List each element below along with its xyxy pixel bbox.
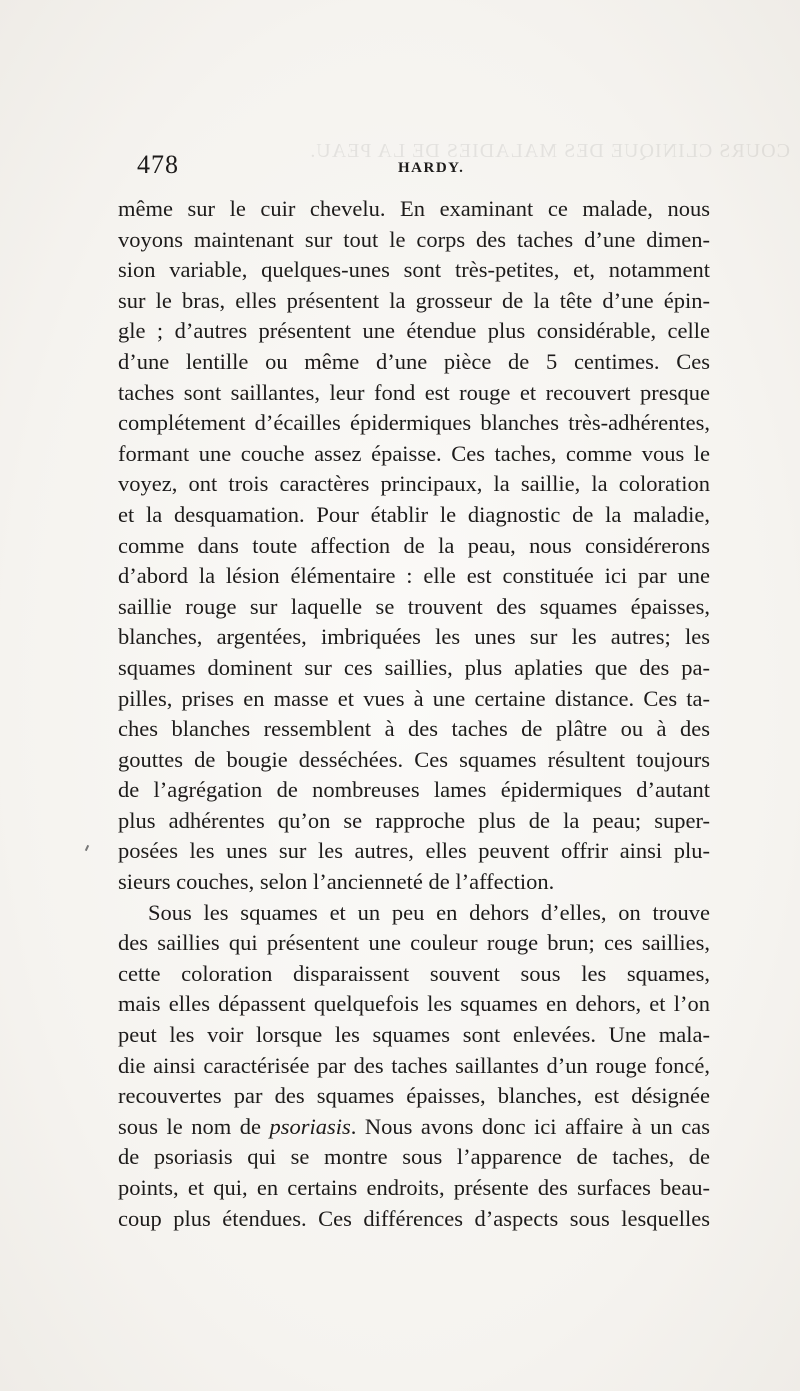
text-line: d’une lentille ou même d’une pièce de 5 centimes. Ces — [118, 348, 710, 374]
page-header — [137, 150, 700, 184]
text-line: die ainsi caractérisée par des taches saillantes d’un rouge foncé, — [118, 1052, 710, 1078]
text-line: gle ; d’autres présentent une étendue plus considérable, celle — [118, 318, 710, 344]
text-line: sur le bras, elles présentent la grosseur de la tête d’une épin- — [118, 287, 710, 313]
text-line: points, et qui, en certains endroits, présente des surfaces beau- — [118, 1175, 710, 1200]
text-line: gouttes de bougie desséchées. Ces squames résultent toujours — [118, 746, 710, 772]
text-line: complétement d’écailles épidermiques blanches très-adhérentes, — [118, 410, 710, 436]
text-line: de l’agrégation de nombreuses lames épidermiques d’autant — [118, 777, 710, 803]
text-line: squames dominent sur ces saillies, plus aplaties que des pa- — [118, 654, 710, 680]
text-line: d’abord la lésion élémentaire : elle est constituée ici par une — [118, 563, 710, 589]
text-line: saillie rouge sur laquelle se trouvent des squames épaisses, — [118, 593, 710, 619]
text-line: formant une couche assez épaisse. Ces taches, comme vous le — [118, 440, 710, 466]
text-line: ches blanches ressemblent à des taches de plâtre ou à des — [118, 716, 710, 742]
text-line: sion variable, quelques-unes sont très-petites, et, notamment — [118, 257, 710, 283]
text-line: taches sont saillantes, leur fond est rouge et recouvert presque — [118, 379, 710, 405]
text-line: même sur le cuir chevelu. En examinant ce malade, nous — [118, 196, 710, 221]
bleed-through-text: COURS CLINIQUE DES MALADIES DE LA PEAU. — [309, 140, 790, 162]
text-line: posées les unes sur les autres, elles peuvent offrir ainsi plu- — [118, 838, 710, 864]
text-line: peut les voir lorsque les squames sont enlevées. Une mala- — [118, 1022, 710, 1048]
text-line: coup plus étendues. Ces différences d’aspects sous lesquelles — [118, 1205, 710, 1231]
text-line: comme dans toute affection de la peau, nous considérerons — [118, 532, 710, 558]
text-line: mais elles dépassent quelquefois les squames en dehors, et l’on — [118, 991, 710, 1017]
text-line: des saillies qui présentent une couleur rouge brun; ces saillies, — [118, 930, 710, 956]
text-line: Sous les squames et un peu en dehors d’elles, on trouve — [148, 899, 710, 925]
margin-mark — [85, 845, 89, 851]
text-line: blanches, argentées, imbriquées les unes sur les autres; les — [118, 624, 710, 650]
text-line-with-term — [118, 1112, 710, 1143]
text-line: sieurs couches, selon l’ancienneté de l’affection. — [118, 869, 555, 895]
text-fragment: . Nous avons donc ici affaire à un cas — [350, 1113, 710, 1139]
text-line: et la desquamation. Pour établir le diagnostic de la maladie, — [118, 501, 710, 527]
text-line: pilles, prises en masse et vues à une certaine distance. Ces ta- — [118, 685, 710, 711]
body-text — [118, 194, 710, 1234]
text-line: voyons maintenant sur tout le corps des taches d’une dimen- — [118, 226, 710, 252]
text-line: recouvertes par des squames épaisses, blanches, est désignée — [118, 1083, 710, 1109]
term-psoriasis: psoriasis — [269, 1113, 351, 1139]
text-fragment: sous le nom de — [118, 1113, 270, 1139]
running-head: HARDY. — [398, 160, 465, 176]
text-line: de psoriasis qui se montre sous l’apparence de taches, de — [118, 1144, 710, 1170]
page-number: 478 — [137, 150, 179, 179]
text-line: voyez, ont trois caractères principaux, la saillie, la coloration — [118, 471, 710, 497]
text-line: cette coloration disparaissent souvent sous les squames, — [118, 960, 710, 986]
text-line: plus adhérentes qu’on se rapproche plus de la peau; super- — [118, 807, 710, 833]
